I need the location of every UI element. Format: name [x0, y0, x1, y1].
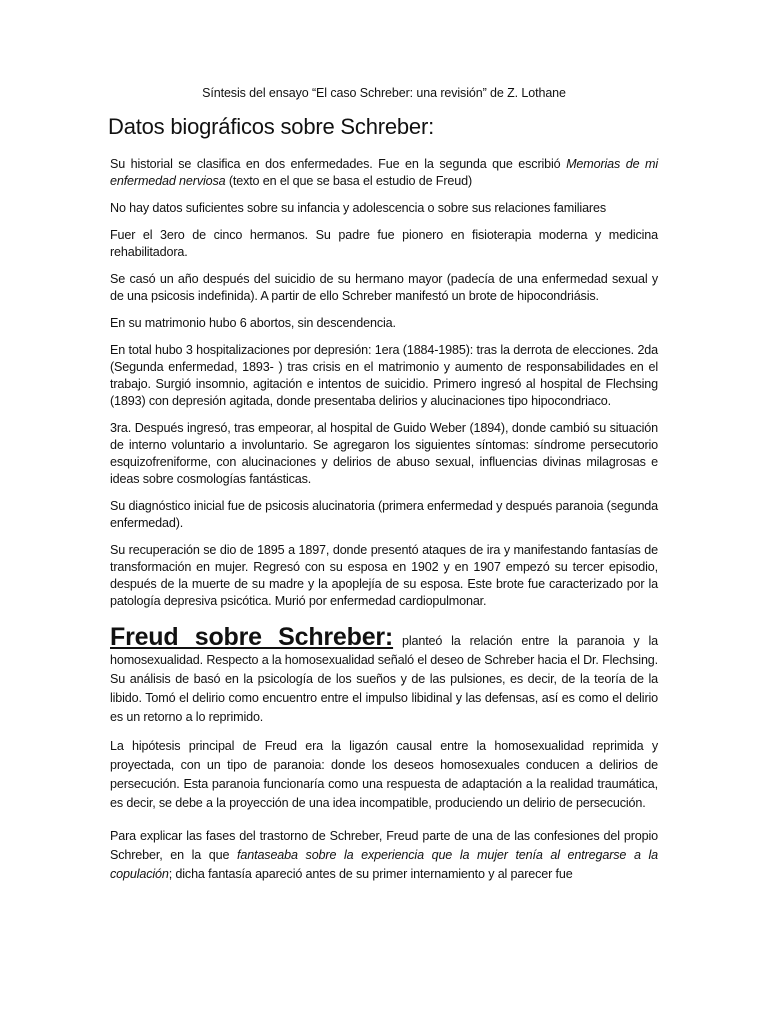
paragraph: Fuer el 3ero de cinco hermanos. Su padre fue pionero en fisioterapia moderna y medicina rehabilitadora. [110, 228, 658, 259]
document-title: Síntesis del ensayo “El caso Schreber: una revisión” de Z. Lothane [202, 86, 566, 100]
quoted-text: fantaseaba sobre la experiencia que la mujer tenía al entregarse a la copulación [110, 848, 658, 881]
section-freud [110, 623, 658, 727]
section-heading-freud: Freud sobre Schreber: [110, 623, 394, 651]
section-heading-biographical: Datos biográficos sobre Schreber: [108, 114, 435, 139]
paragraph [110, 156, 658, 190]
text: ; dicha fantasía apareció antes de su primer internamiento y al parecer fue [168, 867, 573, 881]
text: Su historial se clasifica en dos enfermedades. Fue en la segunda que escribió [110, 157, 567, 171]
book-title: Memorias de mi enfermedad nerviosa [110, 157, 658, 188]
text: planteó la relación entre la paranoia y la homosexualidad. Respecto a la homosexualidad señaló el deseo de Schreber hacia el Dr. Flechsing. Su análisis de basó en la psicología de los sueños y de las pulsiones, es decir, de la teoría de la libido. Tomó el delirio como encuentro entre el impulso libidinal y las defensas, así es como el delirio es un retorno a lo reprimido. [110, 634, 658, 724]
text: (texto en el que se basa el estudio de Freud) [225, 174, 472, 188]
text: Para explicar las fases del trastorno de Schreber, Freud parte de una de las confesiones del propio Schreber, en la que [110, 829, 658, 862]
paragraph [110, 623, 658, 727]
paragraph: En su matrimonio hubo 6 abortos, sin descendencia. [110, 316, 396, 330]
paragraph: En total hubo 3 hospitalizaciones por depresión: 1era (1884-1985): tras la derrota de elecciones. 2da (Segunda enfermedad, 1893- ) tras crisis en el matrimonio y aumento de responsabilidades en el trabajo. Surgió insomnio, agitación e intentos de suicidio. Primero ingresó al hospital de Flechsing (1893) con depresión agitada, donde presentaba delirios y alucinaciones tipo hipocondriaco. [110, 343, 658, 408]
paragraph: No hay datos suficientes sobre su infancia y adolescencia o sobre sus relaciones familiares [110, 201, 606, 215]
paragraph: La hipótesis principal de Freud era la ligazón causal entre la homosexualidad reprimida y proyectada, con un tipo de paranoia: donde los deseos homosexuales conducen a delirios de persecución. Esta paranoia funcionaría como una respuesta de adaptación a la realidad traumática, es decir, se debe a la proyección de una idea incompatible, produciendo un delirio de persecución. [110, 739, 658, 810]
paragraph [110, 827, 658, 884]
paragraph: Su diagnóstico inicial fue de psicosis alucinatoria (primera enfermedad y después paranoia (segunda enfermedad). [110, 499, 659, 530]
paragraph: Se casó un año después del suicidio de su hermano mayor (padecía de una enfermedad sexual y de una psicosis indefinida). A partir de ello Schreber manifestó un brote de hipocondriásis. [110, 272, 658, 303]
paragraph: 3ra. Después ingresó, tras empeorar, al hospital de Guido Weber (1894), donde cambió su situación de interno voluntario a involuntario. Se agregaron los siguientes síntomas: síndrome persecutorio esquizofreniforme, con alucinaciones y delirios de abuso sexual, influencias divinas milagrosas e ideas sobre cosmologías fantásticas. [110, 421, 658, 486]
paragraph: Su recuperación se dio de 1895 a 1897, donde presentó ataques de ira y manifestando fantasías de transformación en mujer. Regresó con su esposa en 1902 y en 1907 empezó su tercer episodio, después de la muerte de su madre y la apoplejía de su esposa. Este brote fue caracterizado por la patología depresiva psicótica. Murió por enfermedad cardiopulmonar. [110, 543, 658, 608]
